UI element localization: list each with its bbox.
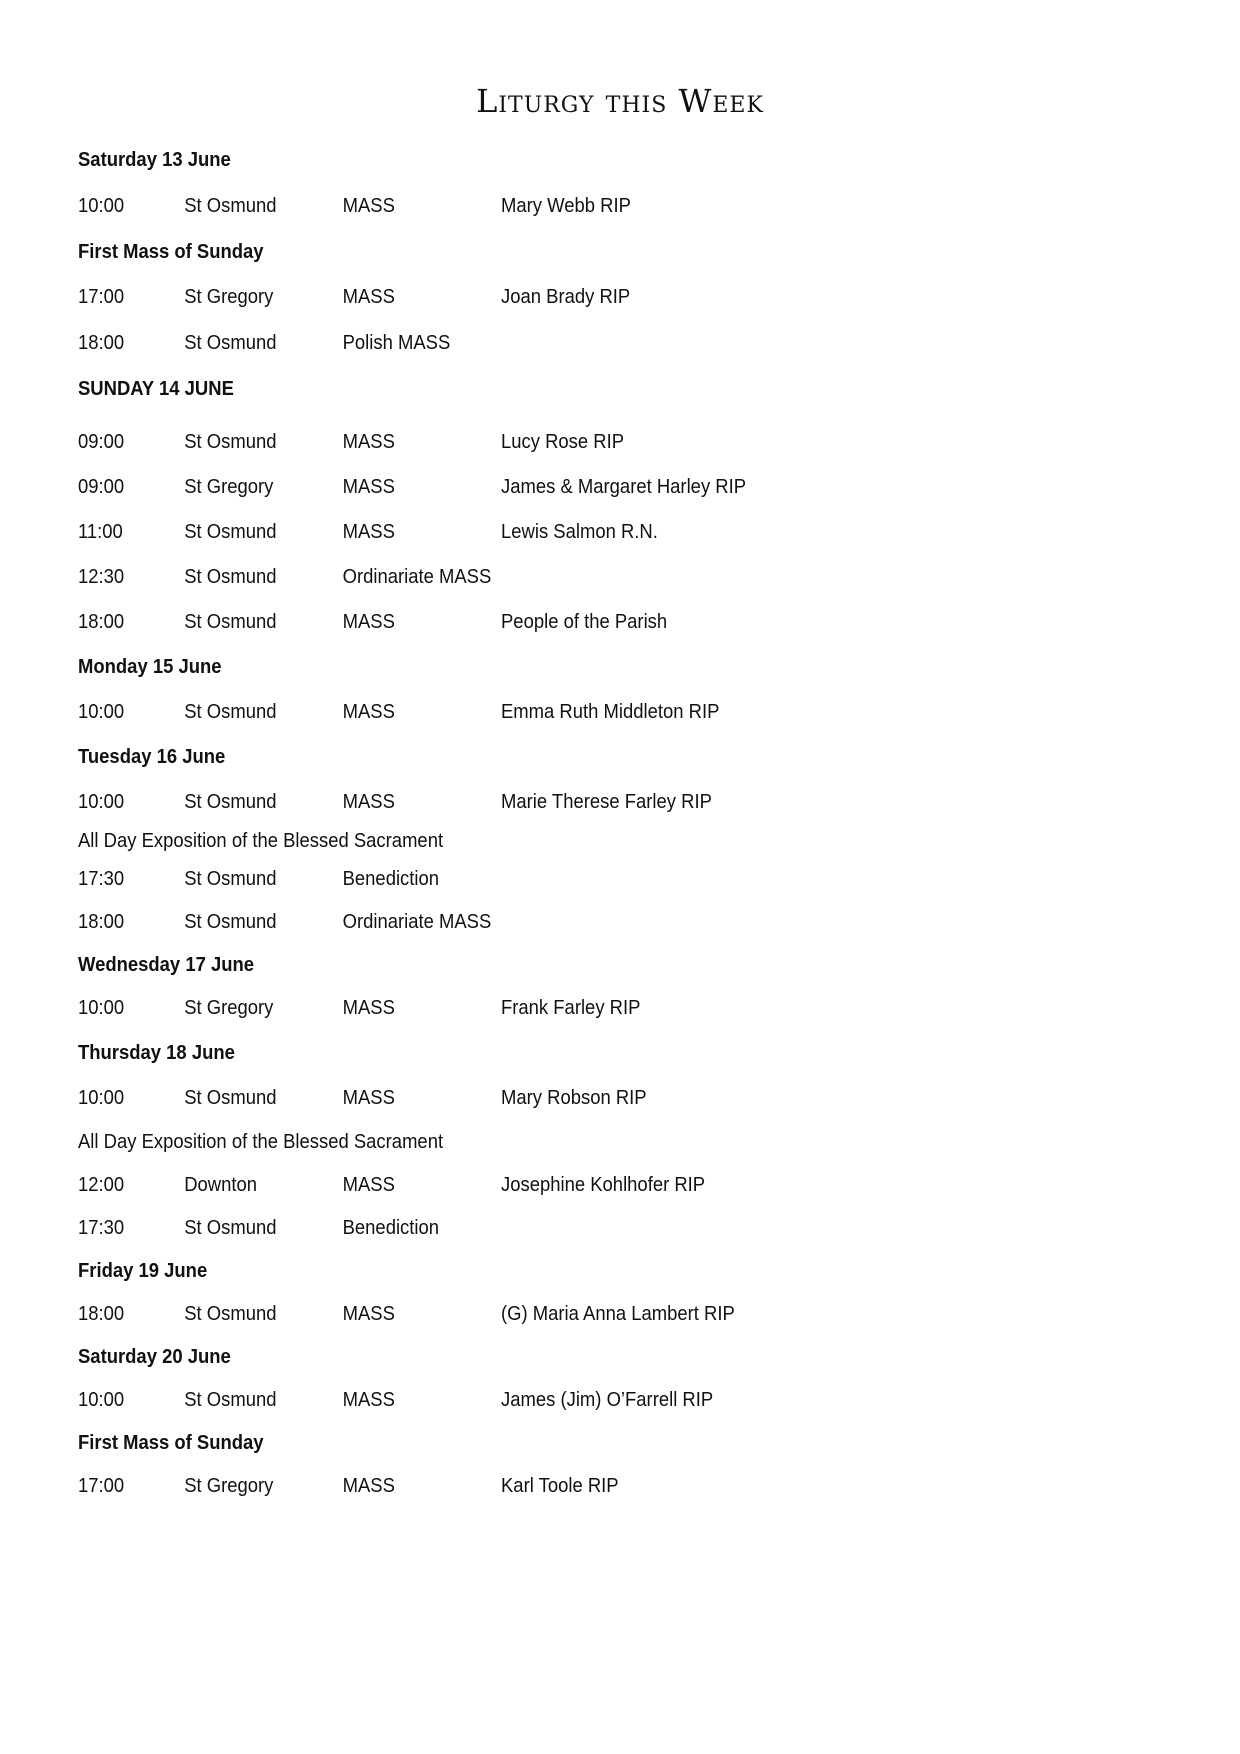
entry-time: 10:00 (78, 1086, 125, 1109)
entry-church: St Osmund (184, 331, 277, 354)
entry-time: 09:00 (78, 475, 125, 498)
entry-intention: People of the Parish (501, 610, 668, 633)
day-heading: First Mass of Sunday (78, 1431, 264, 1454)
entry-service: MASS (342, 520, 395, 543)
entry-intention: Karl Toole RIP (501, 1474, 619, 1497)
entry-church: St Osmund (184, 910, 277, 933)
entry-time: 12:00 (78, 1173, 125, 1196)
entry-church: St Osmund (184, 430, 277, 453)
entry-intention: Joan Brady RIP (501, 285, 631, 308)
entry-time: 09:00 (78, 430, 125, 453)
entry-intention: Marie Therese Farley RIP (501, 790, 712, 813)
entry-intention: (G) Maria Anna Lambert RIP (501, 1302, 735, 1325)
entry-service: MASS (342, 1388, 395, 1411)
entry-church: Downton (184, 1173, 258, 1196)
day-heading: Monday 15 June (78, 655, 222, 678)
entry-time: 18:00 (78, 610, 125, 633)
entry-church: St Gregory (184, 996, 274, 1019)
entry-service: MASS (342, 1086, 395, 1109)
entry-service: Polish MASS (342, 331, 451, 354)
entry-church: St Osmund (184, 1216, 277, 1239)
entry-church: St Osmund (184, 610, 277, 633)
entry-service: MASS (342, 285, 395, 308)
entry-church: St Osmund (184, 194, 277, 217)
entry-time: 10:00 (78, 790, 125, 813)
entry-service: MASS (342, 610, 395, 633)
entry-church: St Gregory (184, 285, 274, 308)
entry-time: 18:00 (78, 331, 125, 354)
entry-service: MASS (342, 194, 395, 217)
entry-service: MASS (342, 1474, 395, 1497)
day-heading: Tuesday 16 June (78, 745, 226, 768)
page-title: Liturgy this Week (476, 82, 764, 120)
entry-intention: Josephine Kohlhofer RIP (501, 1173, 706, 1196)
day-heading: Saturday 13 June (78, 148, 231, 171)
entry-church: St Gregory (184, 1474, 274, 1497)
entry-service: MASS (342, 1302, 395, 1325)
entry-intention: Mary Robson RIP (501, 1086, 647, 1109)
entry-time: 17:00 (78, 285, 125, 308)
entry-time: 10:00 (78, 700, 125, 723)
entry-time: 10:00 (78, 1388, 125, 1411)
entry-service: Ordinariate MASS (342, 910, 492, 933)
entry-time: 18:00 (78, 1302, 125, 1325)
entry-intention: Frank Farley RIP (501, 996, 641, 1019)
entry-service: MASS (342, 700, 395, 723)
day-heading: First Mass of Sunday (78, 240, 264, 263)
entry-service: MASS (342, 430, 395, 453)
entry-intention: Lewis Salmon R.N. (501, 520, 658, 543)
day-heading: Saturday 20 June (78, 1345, 231, 1368)
entry-service: MASS (342, 475, 395, 498)
entry-church: St Osmund (184, 790, 277, 813)
entry-service: MASS (342, 790, 395, 813)
schedule-note: All Day Exposition of the Blessed Sacrament (78, 829, 444, 852)
entry-time: 17:30 (78, 867, 125, 890)
entry-service: Ordinariate MASS (342, 565, 492, 588)
entry-church: St Gregory (184, 475, 274, 498)
entry-time: 17:30 (78, 1216, 125, 1239)
entry-intention: Lucy Rose RIP (501, 430, 625, 453)
entry-intention: Mary Webb RIP (501, 194, 631, 217)
entry-time: 10:00 (78, 194, 125, 217)
entry-church: St Osmund (184, 700, 277, 723)
entry-intention: James (Jim) O’Farrell RIP (501, 1388, 714, 1411)
entry-time: 12:30 (78, 565, 125, 588)
entry-time: 10:00 (78, 996, 125, 1019)
entry-church: St Osmund (184, 1086, 277, 1109)
entry-church: St Osmund (184, 1388, 277, 1411)
day-heading: Friday 19 June (78, 1259, 208, 1282)
entry-time: 11:00 (78, 520, 123, 543)
entry-intention: Emma Ruth Middleton RIP (501, 700, 720, 723)
entry-service: Benediction (342, 1216, 440, 1239)
entry-time: 17:00 (78, 1474, 125, 1497)
schedule-note: All Day Exposition of the Blessed Sacrament (78, 1130, 444, 1153)
entry-church: St Osmund (184, 520, 277, 543)
entry-church: St Osmund (184, 867, 277, 890)
entry-intention: James & Margaret Harley RIP (501, 475, 747, 498)
day-heading: Thursday 18 June (78, 1041, 235, 1064)
entry-service: Benediction (342, 867, 440, 890)
entry-church: St Osmund (184, 1302, 277, 1325)
entry-service: MASS (342, 996, 395, 1019)
entry-time: 18:00 (78, 910, 125, 933)
day-heading: SUNDAY 14 JUNE (78, 377, 234, 400)
entry-service: MASS (342, 1173, 395, 1196)
day-heading: Wednesday 17 June (78, 953, 255, 976)
entry-church: St Osmund (184, 565, 277, 588)
